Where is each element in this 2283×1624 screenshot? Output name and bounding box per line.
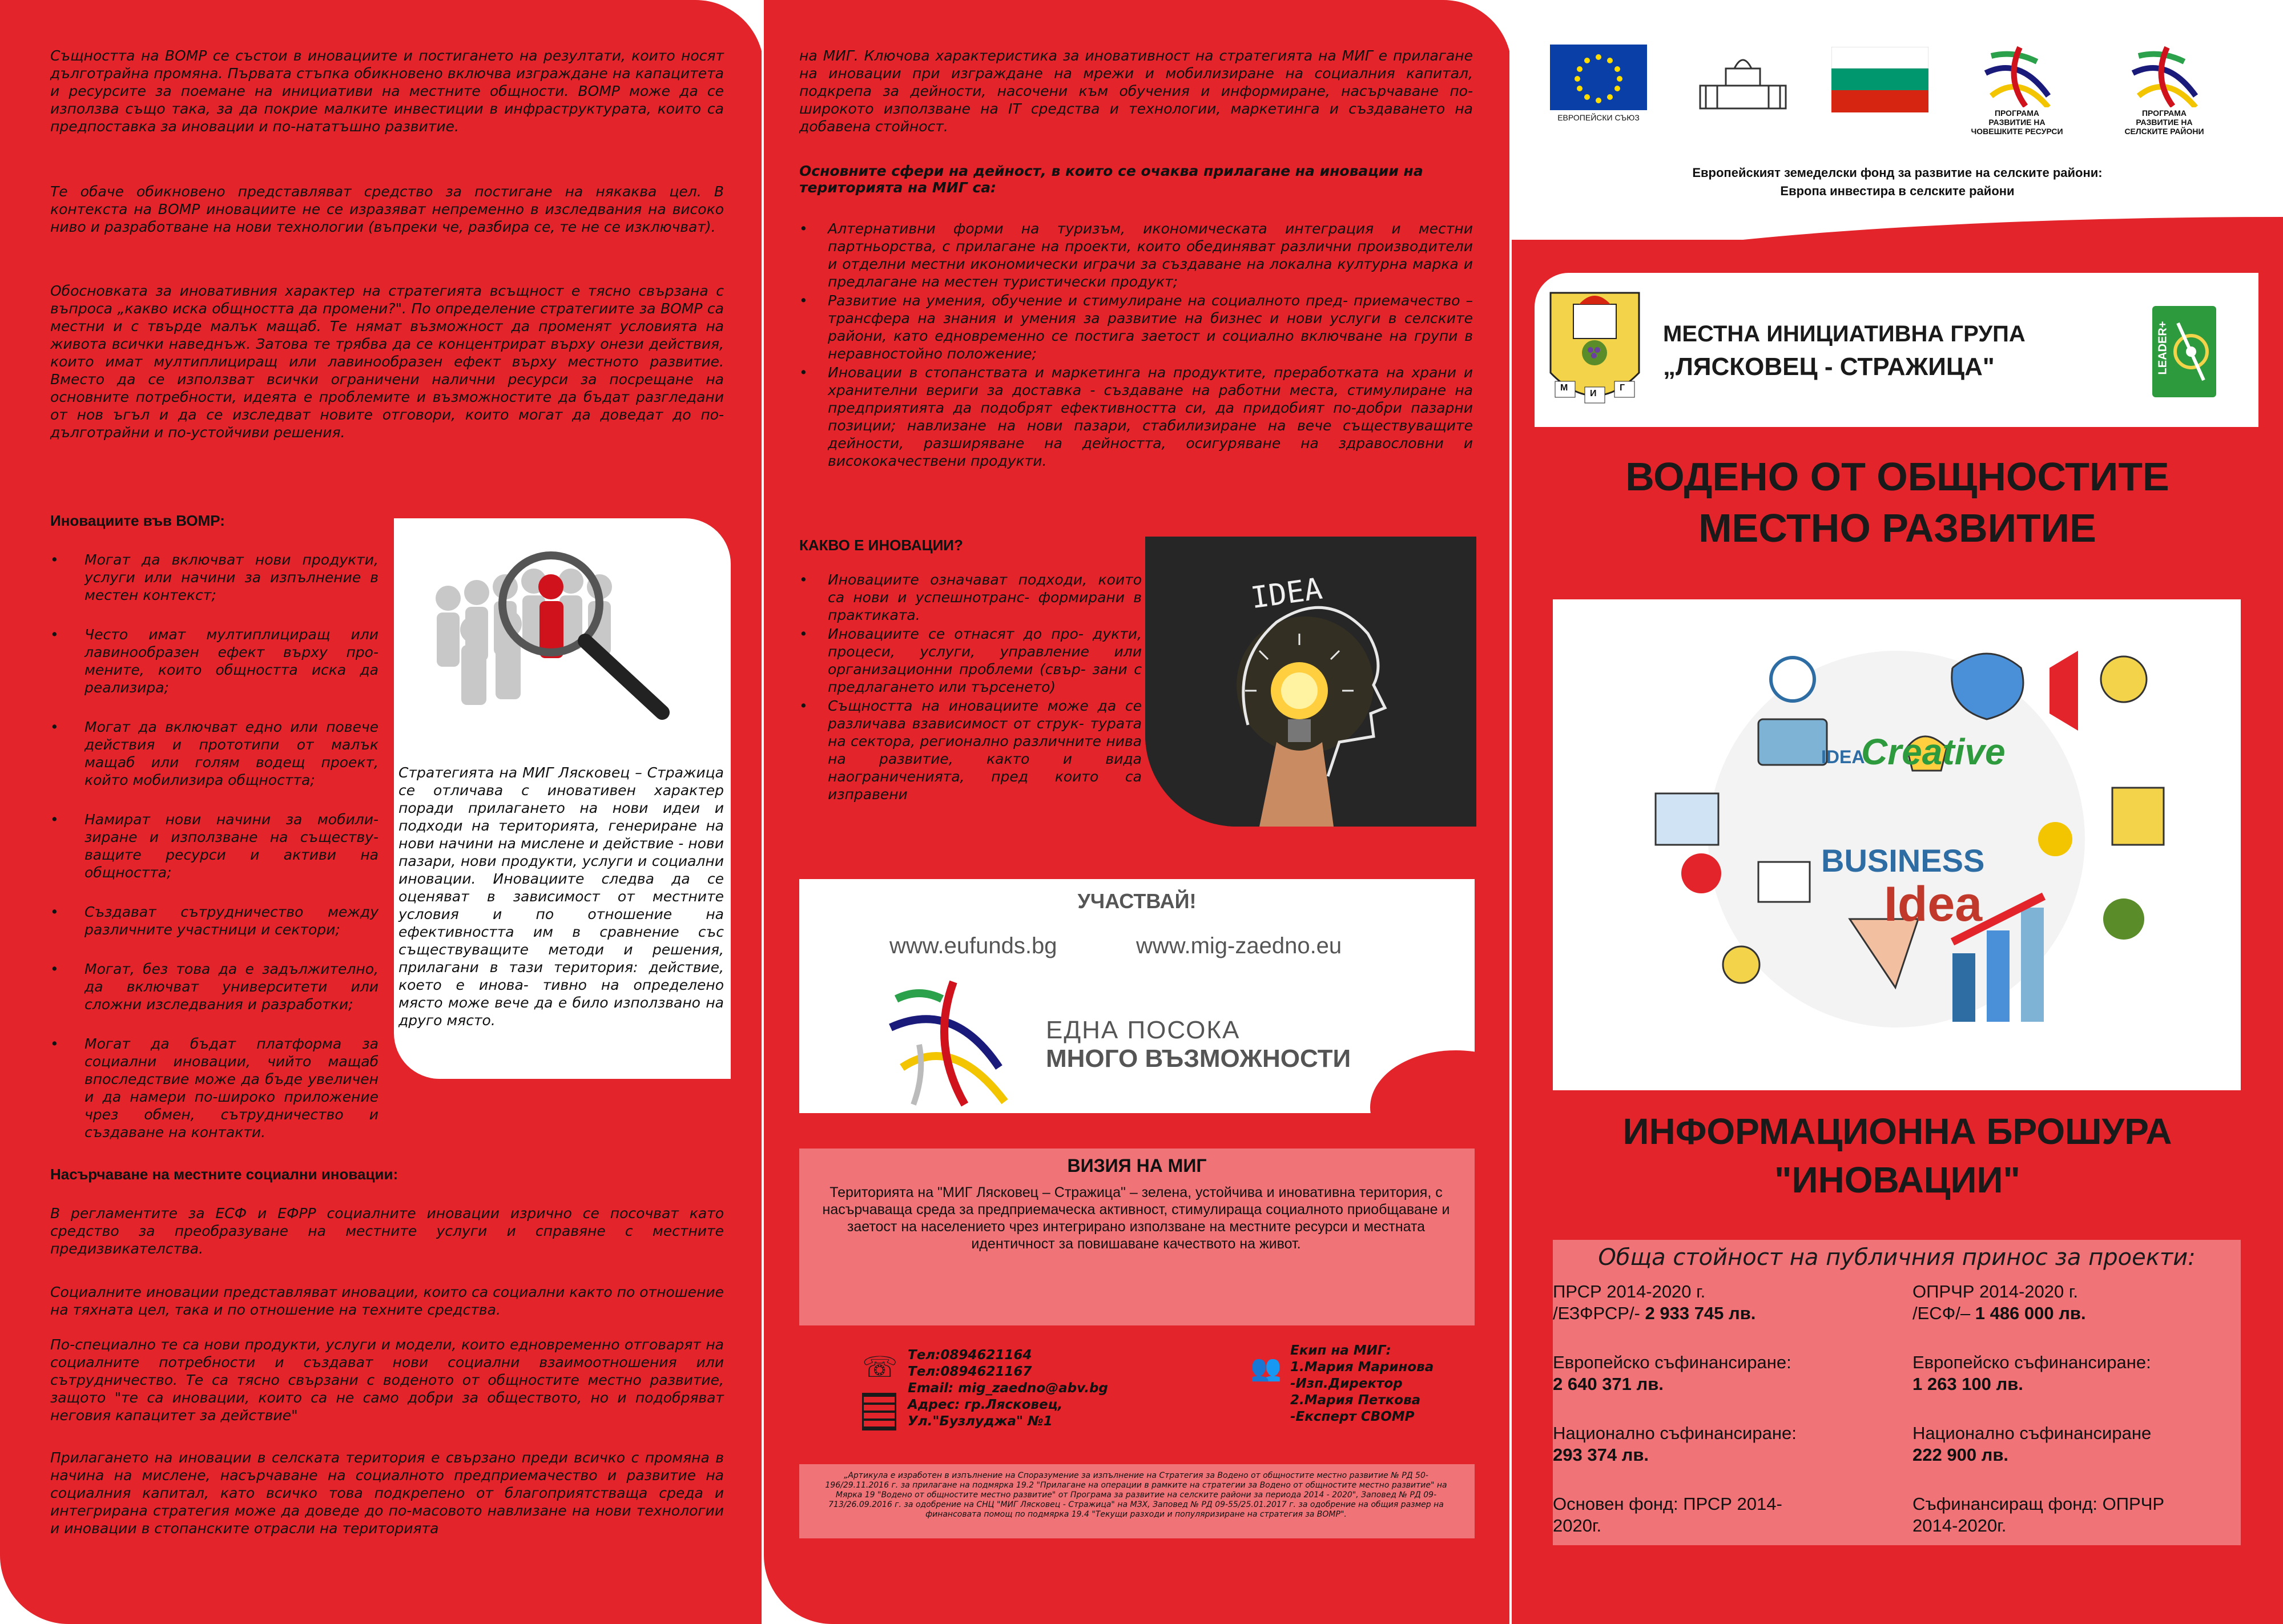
list-item: • Могат да включват нови продукти, услуги или начини за изпълнение в местен контекст; [50,551,379,604]
funding-title: Обща стойност на публичния принос за проекти: [1598,1244,2196,1271]
list-item: • Могат да включват едно или повече действия и прототипи от малък мащаб или голям водещ проект, който мобилизира общността; [50,718,379,789]
main-title-2: МЕСТНО РАЗВИТИЕ [1698,506,2096,550]
idea-word: IDEA [1249,571,1324,616]
team-title: Екип на МИГ: [1290,1343,1391,1358]
phone-2: Тел:0894621167 [908,1364,1032,1379]
magnifier-people-illustration [394,530,731,769]
social-paragraph-2: Социалните иновации представляват иновации, които са социални както по отношение на тяхната цел, така и по отношение на техните средства. [50,1284,724,1318]
funding-box [1553,1240,2241,1545]
address-2: Ул."Бузлуджа" №1 [908,1414,1053,1429]
eu-cofinancing-prsr: 2 640 371 лв. [1553,1374,1664,1394]
idea-bulb-image [1145,537,1476,827]
intro-paragraph-1: Същността на ВОМР се състои в иновациите и постигането на резултати, които носят дълготрайна промяна. Първата стъпка обикновено включва изграждане на капацитета и ресурсите за поемане на инициативи на местните общности. ВОМР може да се използва също така, за да покрие малките инвестиции в инфраструктурата, които са предпоставка за иновации и по-нататъшно развитие. [50,47,724,135]
fund-line-1: Европейският земеделски фонд за развитие на селските райони: [1692,166,2103,180]
leader-logo [2152,306,2216,397]
crest-letter: M [1560,383,1568,393]
right-panel [1512,0,2283,1624]
team-icon: 👥 [1250,1354,1282,1382]
main-title-1: ВОДЕНО ОТ ОБЩНОСТИТЕ [1625,454,2169,499]
hr-program-logo-icon [1974,45,2060,107]
creative-word: Creative [1861,731,2006,772]
what-heading: КАКВО Е ИНОВАЦИИ? [799,537,963,554]
disclaimer-box [799,1464,1475,1538]
vision-text: Територията на "МИГ Лясковец – Стражица" – зелена, устойчива и иновативна територия, с насърчаваща среда за предприемаческа активност, стимулираща социалното приобщаване и заетост на населението чрез интегрирано използване на местните ресурси и местната идентичност за повишаване качеството на живот. [822,1184,1450,1252]
contact-block [799,1336,1475,1450]
participate-title: УЧАСТВАЙ! [1077,889,1197,913]
social-paragraph-4: Прилагането на иновации в селската територия е свързано преди всичко с промяна в начина на мислене, насърчаване на социалното предприемачество и развитие на социалния капитал, като всичко това подкрепено от благоприятстваща среда и интегрирана стратегия може да доведе до по-масовото навлизане на нови технологии и иновации в стопанските отрасли на територията [50,1449,724,1537]
list-item: • Развитие на умения, обучение и стимулиране на социалното пред- приемачество – трансфера на знания и умения за развитие на бизнес и нови услуги в селските райони, като едновременно се постига заетост и социално включване на групи в неравностойно положение; [799,292,1473,362]
oprchr-total: 1 486 000 лв. [1975,1303,2086,1323]
strategy-box [394,518,731,1079]
slogan-line-1: ЕДНА ПОСОКА [1046,1016,1241,1044]
crest-letter: И [1590,389,1597,398]
eu-caption: ЕВРОПЕЙСКИ СЪЮЗ [1557,113,1640,122]
disclaimer-text: „Артикулa е изработен в изпълнение на Споразумение за изпълнение на Стратегия за Водено от общностите местно развитие № РД 50-196/29.11.2016 г. за прилагане на подмярка 19.2 "Прилагане на операции в рамките на стратегии за Водено от общностите местно развитие" на Мярка 19 "Водено от общностите местно развитие" от Програма за развитие на селските райони за периода 2014 - 2020", Заповед № РД 09-713/26.09.2016 г. за одобрение на СНЦ "МИГ Лясковец - Стражица" на МЗХ, Заповед № РД 09-55/25.01.2017 г. за одобрение на общия размер на финансовата помощ по подмярка 19.4 "Текущи разходи и популяризиране на стратегия за ВОМР". [825,1471,1447,1519]
business-idea-collage [1553,599,2241,1090]
bulgaria-flag-icon [1831,47,1928,112]
logo-header [1512,0,2283,240]
social-heading: Насърчаване на местните социални иновации: [50,1166,398,1183]
team-member: 1.Мария Маринова [1290,1360,1434,1375]
team-role: -Изп.Директор [1290,1376,1403,1391]
leader-symbol-icon [2169,312,2215,392]
lag-band [1535,273,2258,427]
brochure-title-2: "ИНОВАЦИИ" [1774,1159,2020,1200]
fund-line-2: Европа инвестира в селските райони [1780,184,2015,198]
building-icon [862,1393,896,1430]
leader-label: LEADER+ [2156,321,2169,375]
funding-left: ПРСР 2014-2020 г. /ЕЗФРСР/- 2 933 745 лв. Европейско съфинансиране: 2 640 371 лв. Национално съфинансиране: 293 374 лв. Основен фонд: ПРСР 2014-2020г. [1553,1282,1797,1536]
middle-panel [764,0,1512,1624]
list-item: • Намират нови начини за мобили- зиране и използване на съществу- ващите ресурси и активи на общността; [50,811,379,881]
list-item: • Алтернативни форми на туризъм, икономическата интеграция и местни партньорства, с прилагане на проекти, които обединяват различни производители и отделни местни икономически играчи за създаване на локална културна марка и предлагане на местен туристически продукт; [799,220,1473,291]
innovations-heading: Иновациите във ВОМР: [50,512,225,529]
crest-letter: Г [1620,383,1625,393]
one-direction-logo-icon [885,976,1033,1107]
social-paragraph-3: По-специално те са нови продукти, услуги и модели, които едновременно отговарят на социалните потребности и създават нови социални взаимоотношения или сътрудничество. Те са тясно свързани с воденото от общностите местно развитие, защото "те са иновации, които са не само добри за обществото, но и подобряват неговия капацитет за действие" [50,1336,724,1424]
list-item: • Могат, без това да е задължително, да включват университети или сложни изследвания и разработки; [50,960,379,1013]
business-word: BUSINESS [1821,843,1985,879]
what-list [799,571,1142,804]
address-1: Адрес: гр.Лясковец, [908,1397,1063,1412]
strategy-caption: Стратегията на МИГ Лясковец – Стражица се отличава с иновативен характер поради прилагането на нови идеи и подходи на територията, генериране на нови начини на мислене и действие - нови пазари, нови продукти, услуги и социални иновации. Иновациите следва да се оценяват в зависимост от местните условия и по отношение на ефективността им в сравнение със съществуващите методи и решения, прилагани в тази територия: действие, което е инова- тивно на определено място може вече да е било използвано на друго място. [398,764,724,1029]
email[interactable]: Email: mig_zaedno@abv.bg [908,1381,1108,1396]
intro-paragraph-3: Обосновката за иновативния характер на стратегията всъщност е тясно свързана с въпроса „какво иска общността да промени?". По определение стратегиите за ВОМР са местни и с твърде малък мащаб. Те нямат възможност да променят условията на живота всички наведнъж. Затова те трябва да се концентрират върху онези действия, които имат мултиплициращ или лавинообразен ефект върху местното развитие. Вместо да се използват всички ограничени налични ресурси за посрещане на основните потребности, идеята е проблемите и възможностите да бъдат разгледани от нов ъгъл и да се изследват новите отговори, които могат да доведат до по-дълготрайни и по-устойчиви решения. [50,283,724,441]
prsr-total: 2 933 745 лв. [1645,1303,1756,1323]
brochure-title-1: ИНФОРМАЦИОННА БРОШУРА [1622,1111,2172,1152]
list-item: • Често имат мултиплициращ или лавинообразен ефект върху про- мените, които общността иска да реализира; [50,626,379,696]
list-item: • Иновациите се отнасят до про- дукти, процеси, услуги, управление или организационни проблеми (свър- зани с предлагането или търсенето) [799,625,1142,696]
hr-program-caption: ПРОГРАМА РАЗВИТИЕ НА ЧОВЕШКИТЕ РЕСУРСИ [1971,108,2063,136]
innovations-list [50,551,379,1163]
lag-name-2: „ЛЯСКОВЕЦ - СТРАЖИЦА" [1663,353,1995,381]
participate-box [799,879,1475,1113]
national-cofinancing-oprchr: 222 900 лв. [1912,1445,2009,1465]
slogan-line-2: МНОГО ВЪЗМОЖНОСТИ [1046,1045,1351,1073]
decorative-swoosh [1370,1050,1475,1113]
vision-title: ВИЗИЯ НА МИГ [1067,1155,1207,1176]
idea-small-word: IDEA [1821,747,1865,767]
intro-paragraph-2: Те обаче обикновено представляват средство за постигане на някаква цел. В контекста на ВОМР иновациите не се изразяват непременно в изследвания на високо ниво и разработване на нови технологии (въпреки че, разбира се, те не се изключват). [50,183,724,235]
spheres-list [799,220,1473,471]
intro-paragraph: на МИГ. Ключова характеристика за иновативност на стратегията на МИГ е прилагане на иновации при изграждане на мрежи и мобилизиране на социалния капитал, подкрепа за дейности, насочени към обучения и информиране, насърчаване по-широкото използване на IT средства и технологии, маркетинга и създаването на добавена стойност. [799,47,1473,135]
idea-word: Idea [1884,877,1983,932]
list-item: • Иновации в стопанствата и маркетинга на продуктите, преработката на храни и хранителни вериги за доставка - създаване на работни места, стимулиране на предприятията да подобрят ефективността си, да придобият по-добри пазарни позиции; навлизане на нови пазари, стабилизиране на вече съществуващите дейности, разширяване на дейността, осигуряване на здравословни и висококачествени продукти. [799,364,1473,470]
eufunds-link[interactable]: www.eufunds.bg [889,933,1057,958]
vision-box [799,1149,1475,1325]
spheres-heading: Основните сфери на дейност, в които се очаква прилагане на иновации на територията на МИГ са: [799,163,1423,196]
rural-program-caption: ПРОГРАМА РАЗВИТИЕ НА СЕЛСКИТЕ РАЙОНИ [2124,108,2204,136]
social-paragraph-1: В регламентите за ЕСФ и ЕФРР социалните иновации изрично се посочват като средство за преобразуване на местните услуги и справяне с местните предизвикателства. [50,1205,724,1257]
list-item: • Същността на иновациите може да се различава взависимост от струк- турата на сектора, регионално различните нива на развитие, както и вида наограниченията, пред които са изправени [799,697,1142,803]
list-item: • Иновациите означават подходи, които са нови и успешнотранс- формирани в практиката. [799,571,1142,624]
funding-right: ОПРЧР 2014-2020 г. /ЕСФ/– 1 486 000 лв. Европейско съфинансиране: 1 263 100 лв. Национално съфинансиране 222 900 лв. Съфинансиращ фонд: ОПРЧР 2014-2020г. [1912,1282,2165,1536]
rural-program-logo-icon [2121,45,2207,107]
team-member: 2.Мария Петкова [1290,1393,1421,1408]
list-item: • Създават сътрудничество между различните участници и сектори; [50,903,379,938]
list-item: • Могат да бъдат платформа за социални иновации, чийто мащаб впоследствие може да бъде увеличен и да намери по-широко приложение чрез обмен, сътрудничество и създаване на контакти. [50,1035,379,1141]
eu-flag-icon [1550,45,1647,113]
phone-icon: ☏ [862,1351,898,1383]
phone-1: Тел:0894621164 [908,1348,1032,1363]
lag-name-1: МЕСТНА ИНИЦИАТИВНА ГРУПА [1663,321,2026,346]
government-building-icon [1694,51,1791,114]
national-cofinancing-prsr: 293 374 лв. [1553,1445,1649,1465]
team-role: -Експерт СВОМР [1290,1409,1415,1424]
mig-link[interactable]: www.mig-zaedno.eu [1136,933,1342,958]
eu-cofinancing-oprchr: 1 263 100 лв. [1912,1374,2023,1394]
left-panel [0,0,764,1624]
